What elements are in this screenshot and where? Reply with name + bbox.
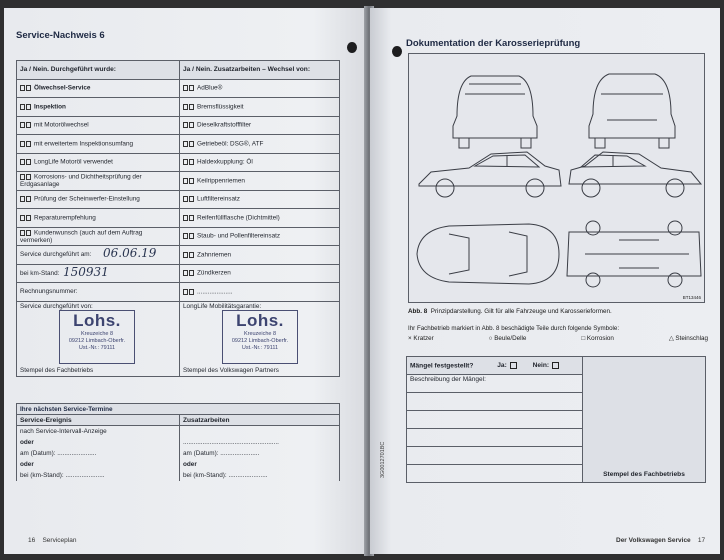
- footer-right: [616, 537, 705, 544]
- footer-left: [28, 537, 76, 544]
- car-body-diagram: [408, 53, 705, 303]
- service-item-label: Inspektion: [34, 103, 66, 111]
- service-table: [16, 60, 340, 377]
- extra-work-cell: [180, 116, 340, 135]
- service-item-cell: [17, 227, 180, 246]
- service-item-cell: [17, 98, 180, 117]
- stamp-line: 09212 Limbach-Oberfr.: [231, 337, 289, 344]
- col-header-done: Ja / Nein. Durchgeführt wurde:: [17, 61, 180, 80]
- extra-work-label: Bremsflüssigkeit: [197, 103, 244, 111]
- next-service-cell: oder: [180, 459, 340, 470]
- service-item-label: mit erweitertem Inspektionsumfang: [34, 140, 134, 148]
- service-row: [17, 135, 340, 154]
- yes-no-checkbox[interactable]: [20, 84, 31, 92]
- page-number: 16: [28, 537, 36, 544]
- extra-work-cell: [180, 153, 340, 172]
- service-row: [17, 283, 340, 302]
- document-code: 3G0012701BC: [380, 441, 386, 478]
- next-service-cell: am (Datum): ......................: [180, 448, 340, 459]
- service-row: [17, 79, 340, 98]
- extra-work-cell: [180, 98, 340, 117]
- extra-work-label: Keilrippenriemen: [197, 177, 245, 185]
- extra-work-label: Haldexkupplung: Öl: [197, 158, 253, 166]
- description-cell: Beschreibung der Mängel:: [407, 375, 583, 393]
- stamp-line: Kreuzeiche 8: [243, 330, 277, 337]
- yes-no-checkbox[interactable]: [183, 195, 194, 203]
- service-item-label: mit Motorölwechsel: [34, 121, 89, 129]
- extra-work-label: Dieselkraftstofffilter: [197, 121, 252, 129]
- next-service-cell: bei (km-Stand): ......................: [180, 470, 340, 481]
- col-header-extra-work: Zusatzarbeiten: [180, 415, 340, 426]
- extra-work-label: Reifenfüllflasche (Dichtmittel): [197, 214, 280, 222]
- page-number: 17: [697, 537, 706, 544]
- yes-no-checkbox[interactable]: [20, 103, 31, 111]
- description-line: [407, 411, 583, 429]
- stamp-label: Stempel des Fachbetriebs: [603, 471, 685, 478]
- diagram-code: BT13446: [682, 295, 701, 300]
- service-item-label: Service durchgeführt am:: [20, 251, 92, 259]
- next-service-row: [17, 426, 340, 437]
- yes-no-checkbox[interactable]: [183, 251, 194, 259]
- next-service-cell: nach Service-Intervall-Anzeige: [17, 426, 180, 437]
- stamp-line: Kreuzeiche 8: [80, 330, 114, 337]
- extra-work-cell: [180, 283, 340, 302]
- stamp-label: Stempel des Fachbetriebs: [20, 366, 94, 374]
- yes-no-checkbox[interactable]: [183, 103, 194, 111]
- service-item-label: LongLife Motoröl verwendet: [34, 158, 113, 166]
- next-service-cell: oder: [17, 437, 180, 448]
- extra-work-label: Zahnriemen: [197, 251, 232, 259]
- service-row: [17, 209, 340, 228]
- service-row: [17, 172, 340, 191]
- extra-work-cell: [180, 135, 340, 154]
- next-service-row: [17, 470, 340, 481]
- extra-work-label: Zündkerzen: [197, 269, 231, 277]
- stamp-line: 09212 Limbach-Oberfr.: [68, 337, 126, 344]
- next-service-cell: am (Datum): ......................: [17, 448, 180, 459]
- footer-text: Serviceplan: [42, 537, 77, 544]
- stamp-cell: [583, 357, 706, 483]
- col-header-event: Service-Ereignis: [17, 415, 180, 426]
- yes-no-checkbox[interactable]: [183, 288, 194, 296]
- service-item-label: Reparaturempfehlung: [34, 214, 96, 222]
- yes-no-checkbox[interactable]: [183, 232, 194, 240]
- service-row: [17, 190, 340, 209]
- yes-no-checkbox[interactable]: [183, 269, 194, 277]
- figure-caption: [408, 308, 612, 315]
- extra-work-label: Staub- und Pollenfiltereinsatz: [197, 232, 281, 240]
- service-item-cell: [17, 116, 180, 135]
- service-item-label: Prüfung der Scheinwerfer-Einstellung: [34, 195, 140, 203]
- stamp-logo: Lohs.: [236, 310, 284, 330]
- extra-work-cell: [180, 79, 340, 98]
- yes-no-checkbox[interactable]: [20, 158, 31, 166]
- col-header-extra: Ja / Nein. Zusatzarbeiten – Wechsel von:: [180, 61, 340, 80]
- service-row: [17, 153, 340, 172]
- yes-no-checkbox[interactable]: [20, 229, 31, 237]
- service-item-label: bei km-Stand:: [20, 269, 60, 277]
- stamp-cell-right: [180, 301, 340, 376]
- next-service-row: [17, 448, 340, 459]
- service-item-label: Rechnungsnummer:: [20, 288, 78, 296]
- marking-instruction: Ihr Fachbetrieb markiert in Abb. 8 beschädigte Teile durch folgende Symbole:: [408, 325, 620, 332]
- service-item-cell: [17, 264, 180, 283]
- ja-label: Ja:: [497, 362, 507, 370]
- defects-table: [406, 356, 706, 483]
- yes-no-checkbox[interactable]: [20, 173, 31, 181]
- next-service-cell: oder: [17, 459, 180, 470]
- yes-no-checkbox[interactable]: [20, 214, 31, 222]
- caption-text: Prinzipdarstellung. Gilt für alle Fahrzeuge und Karosserieformen.: [430, 308, 612, 315]
- service-item-label: Ölwechsel-Service: [34, 84, 91, 92]
- legend-dent: ○ Beule/Delle: [488, 335, 527, 342]
- legend-corrosion: □ Korrosion: [581, 335, 614, 342]
- extra-work-cell: [180, 209, 340, 228]
- stamp-line: Ust.-Nr.: 79111: [241, 344, 279, 351]
- service-item-cell: [17, 190, 180, 209]
- handwritten-km: 150931: [63, 264, 109, 279]
- next-service-table: [16, 403, 340, 481]
- page-title-right: Dokumentation der Karosserieprüfung: [406, 38, 581, 49]
- yes-no-checkbox[interactable]: [183, 84, 194, 92]
- caption-label: Abb. 8: [408, 308, 428, 315]
- next-service-row: [17, 437, 340, 448]
- dealer-stamp: [59, 310, 135, 364]
- description-line: [407, 393, 583, 411]
- yes-no-checkbox[interactable]: [183, 158, 194, 166]
- nein-label: Nein:: [532, 362, 550, 370]
- car-outlines: [409, 54, 706, 304]
- yes-no-checkbox[interactable]: [20, 140, 31, 148]
- stamp-line: Ust.-Nr.: 79111: [78, 344, 116, 351]
- service-row: [17, 246, 340, 265]
- nein-checkbox[interactable]: [552, 362, 559, 369]
- service-item-cell: [17, 283, 180, 302]
- service-row: [17, 116, 340, 135]
- legend-scratch: × Kratzer: [408, 335, 434, 342]
- yes-no-checkbox[interactable]: [183, 214, 194, 222]
- left-page: [4, 8, 368, 554]
- extra-work-cell: [180, 227, 340, 246]
- extra-work-cell: [180, 190, 340, 209]
- service-row: [17, 227, 340, 246]
- defects-question-cell: [407, 357, 583, 375]
- defects-label: Mängel festgestellt?: [410, 362, 474, 370]
- partner-stamp: [222, 310, 298, 364]
- extra-work-label: ....................: [197, 288, 233, 296]
- extra-work-cell: [180, 246, 340, 265]
- footer-text: Der Volkswagen Service: [616, 537, 691, 544]
- extra-work-label: Getriebeöl: DSG®, ATF: [197, 140, 264, 148]
- description-line: [407, 447, 583, 465]
- service-item-label: Kundenwunsch (auch auf dem Auftrag vermerken): [20, 229, 143, 244]
- service-row: [17, 264, 340, 283]
- binder-hole: [392, 46, 402, 57]
- extra-work-cell: [180, 264, 340, 283]
- page-title-left: Service-Nachweis 6: [16, 30, 105, 41]
- service-item-cell: [17, 246, 180, 265]
- handwritten-date: 06.06.19: [103, 246, 157, 260]
- service-item-cell: [17, 79, 180, 98]
- legend-stone-chip: △ Steinschlag: [668, 335, 708, 342]
- right-page: [370, 8, 720, 554]
- yes-no-checkbox[interactable]: [20, 195, 31, 203]
- next-service-cell: [180, 426, 340, 437]
- next-service-row: [17, 459, 340, 470]
- service-by-label: Service durchgeführt von:: [20, 302, 93, 310]
- binder-hole: [347, 42, 357, 53]
- ja-checkbox[interactable]: [510, 362, 517, 369]
- stamp-label: Stempel des Volkswagen Partners: [183, 366, 279, 374]
- yes-no-checkbox[interactable]: [183, 140, 194, 148]
- stamp-cell-left: [17, 301, 180, 376]
- next-service-title: Ihre nächsten Service-Termine: [17, 404, 340, 415]
- extra-work-label: AdBlue®: [197, 84, 223, 92]
- next-service-cell: bei (km-Stand): ......................: [17, 470, 180, 481]
- yes-no-checkbox[interactable]: [183, 177, 194, 185]
- extra-work-cell: [180, 172, 340, 191]
- description-line: [407, 429, 583, 447]
- symbol-legend: [408, 335, 708, 342]
- service-row: [17, 98, 340, 117]
- stamp-logo: Lohs.: [73, 310, 121, 330]
- service-item-cell: [17, 172, 180, 191]
- service-item-label: Korrosions- und Dichtheitsprüfung der Erdgasanlage: [20, 173, 142, 189]
- yes-no-checkbox[interactable]: [183, 121, 194, 129]
- next-service-cell: ......................................................: [180, 437, 340, 448]
- description-line: [407, 465, 583, 483]
- longlife-label: LongLife Mobilitätsgarantie:: [183, 302, 262, 310]
- extra-work-label: Luftfiltereinsatz: [197, 195, 240, 203]
- yes-no-checkbox[interactable]: [20, 121, 31, 129]
- service-item-cell: [17, 153, 180, 172]
- service-item-cell: [17, 135, 180, 154]
- service-item-cell: [17, 209, 180, 228]
